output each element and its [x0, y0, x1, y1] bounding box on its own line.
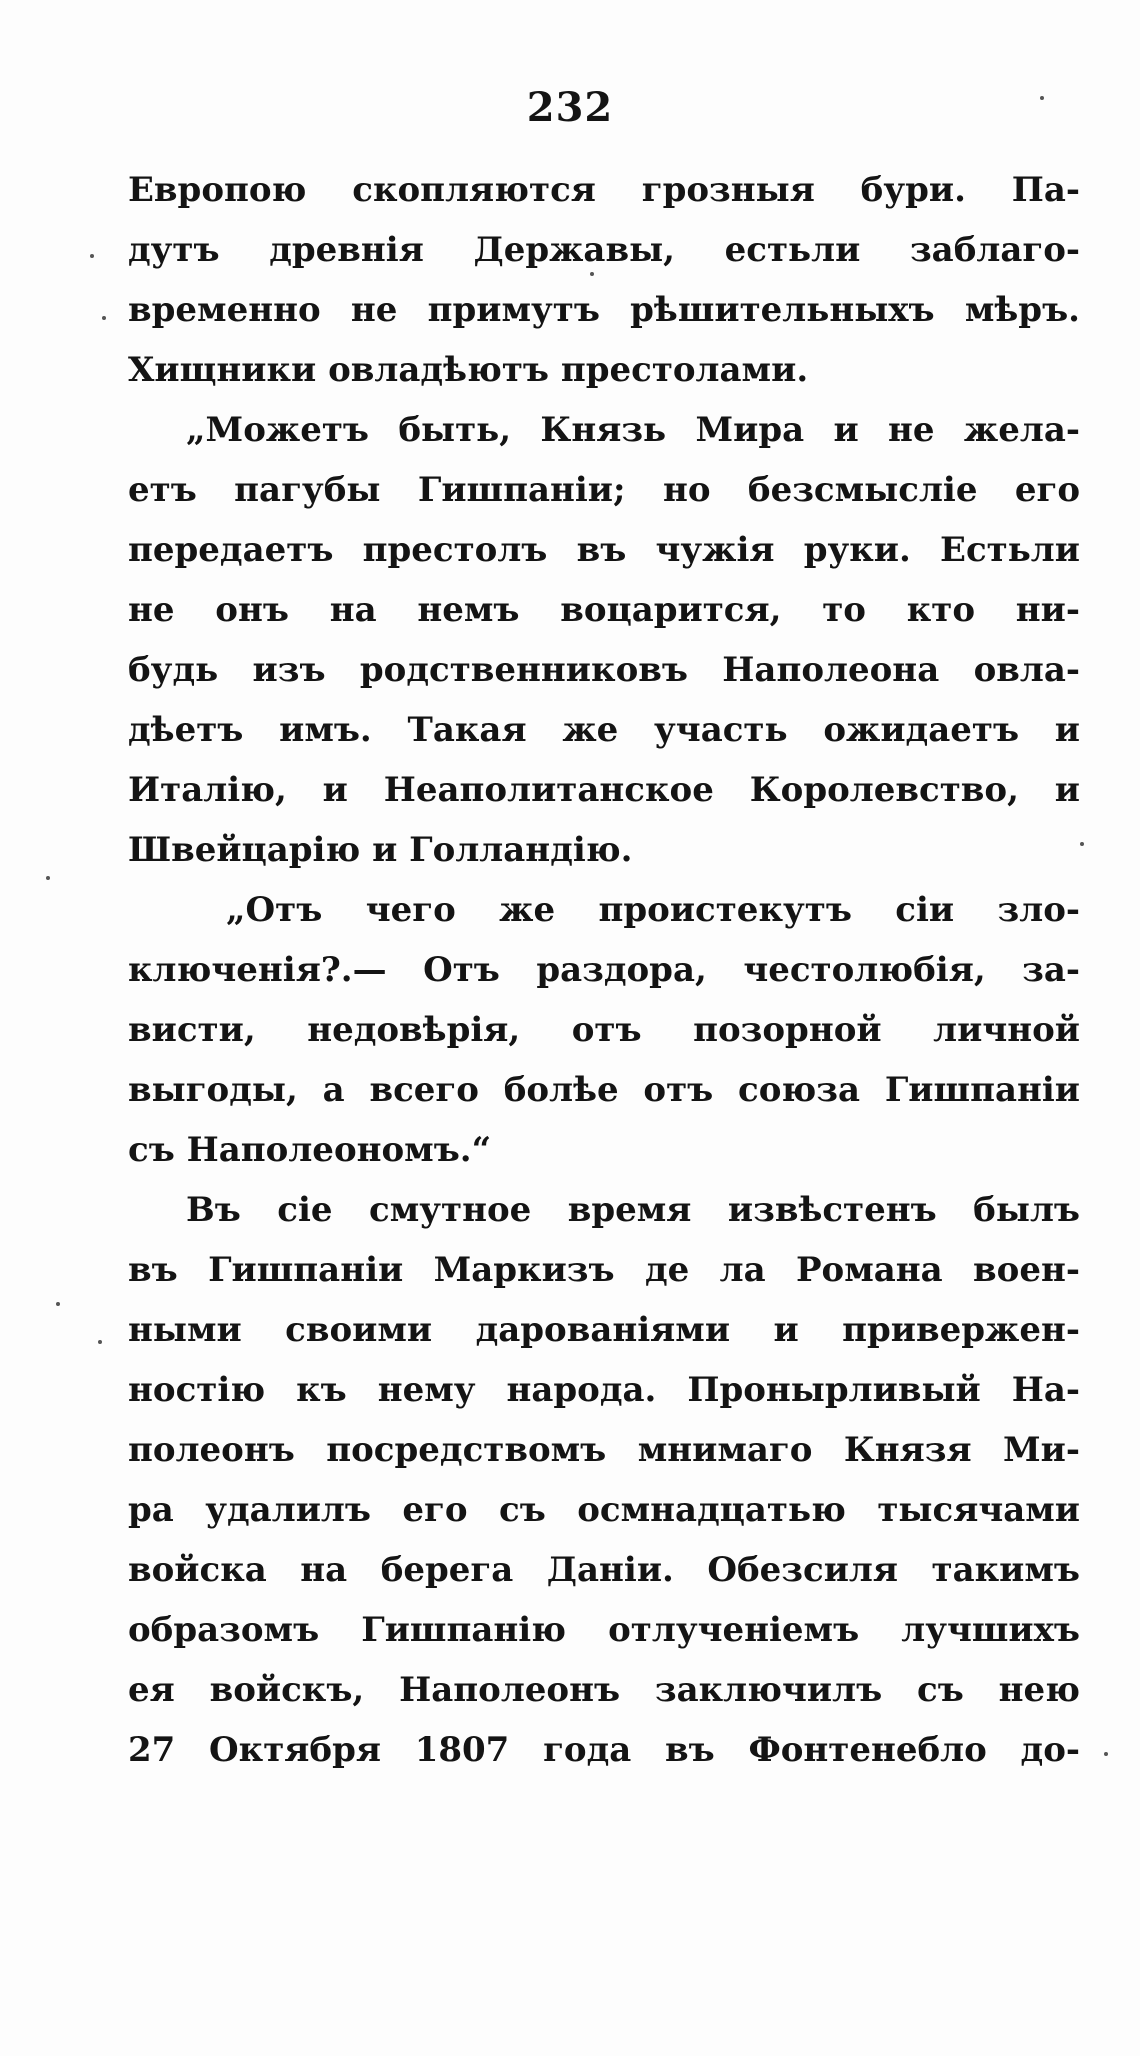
text-line: будь изъ родственниковъ Наполеона овла-	[128, 650, 1080, 690]
text-line: съ Наполеономъ.“	[128, 1130, 492, 1170]
text-line: висти, недовѣрія, отъ позорной личной	[128, 1010, 1080, 1050]
text-line: ными своими дарованіями и привержен-	[128, 1310, 1080, 1350]
scan-speck	[590, 272, 594, 276]
text-line: ключенія?.— Отъ раздора, честолюбія, за-	[128, 950, 1080, 990]
text-line: передаетъ престолъ въ чужія руки. Естьли	[128, 530, 1080, 570]
text-line: войска на берега Даніи. Обезсиля такимъ	[128, 1550, 1080, 1590]
text-line: 27 Октября 1807 года въ Фонтенебло до-	[128, 1730, 1080, 1770]
text-line: „Отъ чего же проистекутъ сіи зло-	[226, 890, 1080, 930]
text-line: образомъ Гишпанію отлученіемъ лучшихъ	[128, 1610, 1080, 1650]
body-text	[128, 160, 1080, 1780]
text-line: не онъ на немъ воцарится, то кто ни-	[128, 590, 1080, 630]
text-line: дутъ древнія Державы, естьли заблаго-	[128, 230, 1080, 270]
text-line: въ Гишпаніи Маркизъ де ла Романа воен-	[128, 1250, 1080, 1290]
text-line: Италію, и Неаполитанское Королевство, и	[128, 770, 1080, 810]
text-line: Въ сіе смутное время извѣстенъ былъ	[186, 1190, 1080, 1230]
text-line: етъ пагубы Гишпаніи; но безсмысліе его	[128, 470, 1080, 510]
text-line: выгоды, а всего болѣе отъ союза Гишпаніи	[128, 1070, 1080, 1110]
text-line: Швейцарію и Голландію.	[128, 830, 633, 870]
text-line: Европою скопляются грозныя бури. Па-	[128, 170, 1080, 210]
text-line: временно не примутъ рѣшительныхъ мѣръ.	[128, 290, 1080, 330]
text-line: Хищники овладѣютъ престолами.	[128, 350, 809, 390]
text-line: ра удалилъ его съ осмнадцатью тысячами	[128, 1490, 1080, 1530]
scan-speck	[1104, 1752, 1108, 1756]
scan-speck	[102, 316, 106, 320]
text-line: „Можетъ быть, Князь Мира и не жела-	[186, 410, 1080, 450]
scan-speck	[98, 1340, 102, 1344]
scan-speck	[90, 254, 94, 258]
scan-speck	[46, 876, 50, 880]
text-line: ностію къ нему народа. Пронырливый На-	[128, 1370, 1080, 1410]
page-number: 232	[526, 84, 614, 131]
text-line: дѣетъ имъ. Такая же участь ожидаетъ и	[128, 710, 1080, 750]
text-line: ея войскъ, Наполеонъ заключилъ съ нею	[128, 1670, 1080, 1710]
scan-speck	[56, 1302, 60, 1306]
scan-speck	[1040, 96, 1044, 100]
text-line: полеонъ посредствомъ мнимаго Князя Ми-	[128, 1430, 1080, 1470]
scan-speck	[1080, 842, 1084, 846]
